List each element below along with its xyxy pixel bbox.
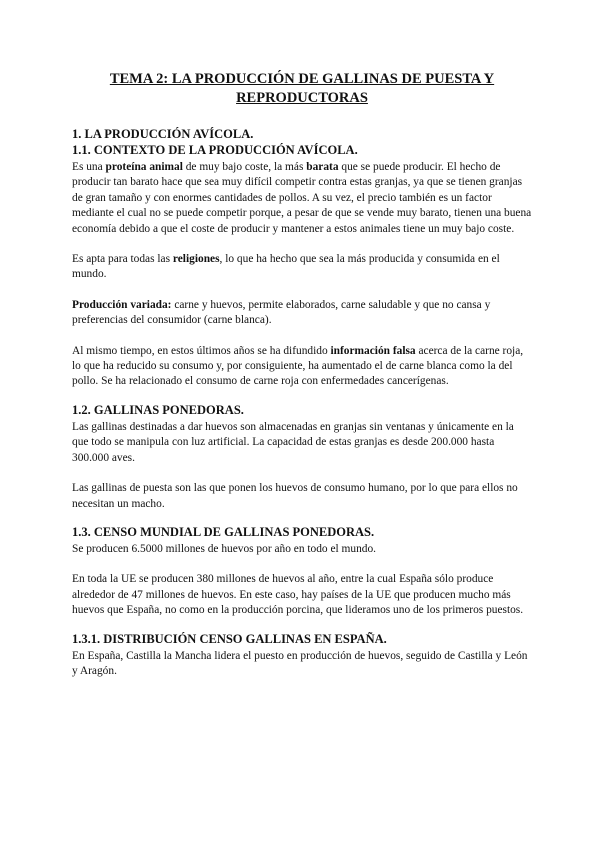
paragraph-spain-distribution: En España, Castilla la Mancha lidera el puesto en producción de huevos, seguido de Castilla y León y Aragón. <box>72 649 528 677</box>
paragraph-farms: Las gallinas destinadas a dar huevos son almacenadas en granjas sin ventanas y únicamente en la que todo se manipula con luz artificial. La capacidad de estas granjas es desde 200.000 hasta 300.000 aves. <box>72 420 514 464</box>
heading-section-1-2: 1.2. GALLINAS PONEDORAS. <box>72 402 244 417</box>
paragraph-protein <box>72 160 532 237</box>
text-run: Al mismo tiempo, en estos últimos años se ha difundido <box>72 344 331 357</box>
heading-section-1-3-1: 1.3.1. DISTRIBUCIÓN CENSO GALLINAS EN ESPAÑA. <box>72 631 387 646</box>
paragraph-production <box>72 298 532 329</box>
text-run: de muy bajo coste, la más <box>182 161 307 173</box>
text-run: Es apta para todas las <box>72 253 173 266</box>
title-line-1: TEMA 2: LA PRODUCCIÓN DE GALLINAS DE PUESTA Y <box>109 71 495 87</box>
text-run: que se puede producir. El hecho de producir tan barato hace que sea muy difícil competir contra estas granjas, ya que se tienen granjas de gran tamaño y con enormes cantidades de pollos. A su vez, el precio también es un factor mediante el cual no se puede competir porque, a pesar de que se vende muy barato, tienen una buena economía debido a que el coste de producir y mantener a estos animales tiene un muy bajo coste. <box>72 161 532 235</box>
paragraph-religions <box>72 252 532 283</box>
document-page <box>72 70 532 679</box>
text-run: acerca de la carne roja, lo que ha reducido su consumo y, por consiguiente, ha aumentado el de carne blanca como la del pollo. Se ha relacionado el consumo de carne roja con enfermedades cancerígenas. <box>72 344 524 388</box>
bold-run: religiones <box>172 253 220 266</box>
paragraph-laying-hens: Las gallinas de puesta son las que ponen los huevos de consumo humano, por lo que para ellos no necesitan un macho. <box>72 482 518 510</box>
heading-section-1-3: 1.3. CENSO MUNDIAL DE GALLINAS PONEDORAS. <box>72 524 375 539</box>
bold-run: Producción variada: <box>72 298 172 311</box>
bold-run: barata <box>306 161 339 173</box>
heading-section-1: 1. LA PRODUCCIÓN AVÍCOLA. <box>72 127 254 141</box>
bold-run: proteína animal <box>105 161 183 173</box>
text-run: carne y huevos, permite elaborados, carne saludable y que no cansa y preferencias del consumidor (carne blanca). <box>72 298 491 327</box>
paragraph-false-info <box>72 344 532 390</box>
title-line-2: REPRODUCTORAS <box>236 90 368 106</box>
text-run: , lo que ha hecho que sea la más producida y consumida en el mundo. <box>72 253 500 281</box>
paragraph-world-production: Se producen 6.5000 millones de huevos por año en todo el mundo. <box>72 542 377 555</box>
paragraph-eu-production: En toda la UE se producen 380 millones de huevos al año, entre la cual España sólo produce alrededor de 47 millones de huevos. En este caso, hay países de la UE que producen mucho más huevos que España, no como en la producción porcina, que lideramos uno de los primeros puestos. <box>72 573 524 617</box>
document-title <box>72 70 532 108</box>
bold-run: información falsa <box>330 344 416 357</box>
heading-section-1-1: 1.1. CONTEXTO DE LA PRODUCCIÓN AVÍCOLA. <box>72 143 358 157</box>
text-run: Es una <box>72 161 106 173</box>
